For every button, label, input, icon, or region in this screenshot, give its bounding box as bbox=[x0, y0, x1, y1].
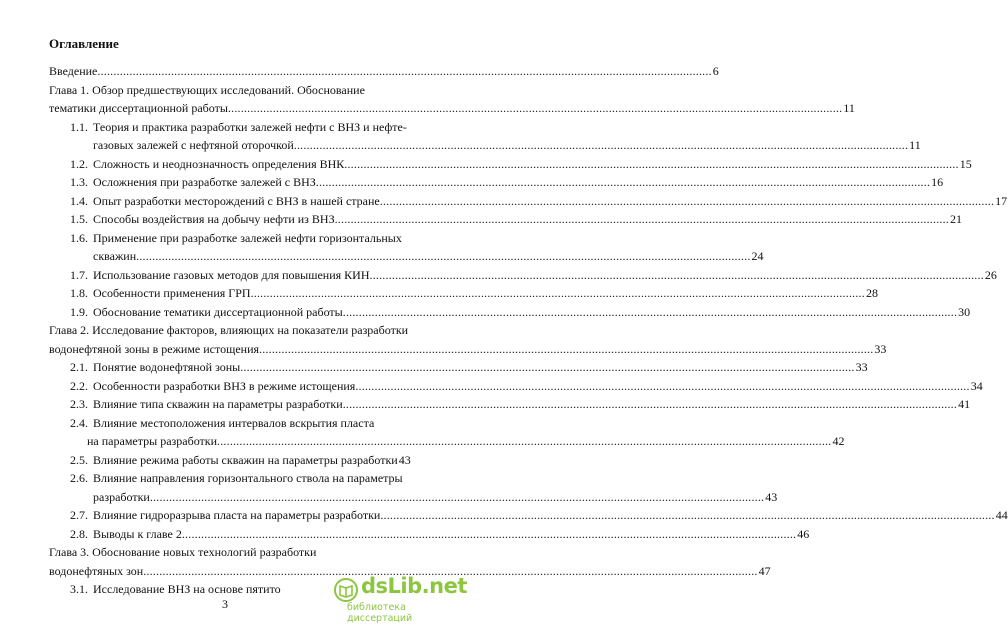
toc-page-number: 34 bbox=[970, 379, 983, 393]
toc-entry-title: Влияние типа скважин на параметры разработки bbox=[93, 397, 343, 411]
toc-page-number: 30 bbox=[958, 305, 971, 319]
toc-page-number: 43 bbox=[398, 453, 411, 467]
toc-line bbox=[0, 416, 450, 431]
toc-line bbox=[0, 101, 855, 116]
toc-leader-dots bbox=[343, 397, 957, 412]
toc-line bbox=[0, 545, 450, 560]
toc-page-number: 42 bbox=[832, 434, 845, 448]
toc-leader-dots bbox=[370, 268, 984, 283]
toc-line bbox=[0, 527, 810, 542]
toc-page-number: 47 bbox=[758, 564, 771, 578]
toc-leader-dots bbox=[97, 64, 711, 79]
toc-leader-dots bbox=[251, 286, 865, 301]
toc-section-number: 2.1. bbox=[70, 360, 88, 374]
toc-line bbox=[0, 175, 944, 190]
toc-entry-title: Особенности разработки ВНЗ в режиме истощения bbox=[93, 379, 356, 393]
toc-section-number: 2.4. bbox=[70, 416, 88, 430]
toc-section-number: 2.7. bbox=[70, 508, 88, 522]
toc-page-number: 6 bbox=[712, 64, 719, 78]
toc-line bbox=[0, 83, 450, 98]
toc-entry-title: Способы воздействия на добычу нефти из ВНЗ bbox=[93, 212, 335, 226]
toc-line bbox=[0, 212, 962, 227]
toc-leader-dots bbox=[380, 194, 994, 209]
toc-line bbox=[0, 305, 971, 320]
watermark-subtitle: библиотека диссертаций bbox=[347, 602, 413, 624]
toc-line bbox=[0, 64, 719, 79]
toc-line bbox=[0, 379, 983, 394]
toc-entry-title: газовых залежей с нефтяной оторочкой bbox=[93, 138, 294, 152]
toc-line bbox=[0, 120, 450, 135]
toc-entry-title: Влияние направления горизонтального ствола на параметры bbox=[93, 471, 403, 485]
toc-leader-dots bbox=[150, 490, 764, 505]
toc-line bbox=[0, 231, 450, 246]
toc-page-number: 24 bbox=[751, 249, 764, 263]
toc-entry-title: Глава 2. Исследование факторов, влияющих на показатели разработки bbox=[49, 323, 409, 337]
toc-line bbox=[0, 453, 450, 468]
toc-line bbox=[0, 286, 878, 301]
toc-leader-dots bbox=[228, 101, 842, 116]
toc-entry-title: Осложнения при разработке залежей с ВНЗ bbox=[93, 175, 316, 189]
toc-leader-dots bbox=[355, 379, 969, 394]
toc-entry-title: Понятие водонефтяной зоны bbox=[93, 360, 241, 374]
watermark bbox=[334, 572, 467, 624]
toc-section-number: 1.7. bbox=[70, 268, 88, 282]
toc-leader-dots bbox=[259, 342, 873, 357]
watermark-brand: dsLib.net bbox=[361, 574, 467, 598]
toc-entry-title: скважин bbox=[93, 249, 137, 263]
toc-entry-title: тематики диссертационной работы bbox=[49, 101, 228, 115]
toc-page-number: 11 bbox=[843, 101, 855, 115]
toc-entry-title: Сложность и неоднозначность определения ВНК bbox=[93, 157, 345, 171]
toc-entry-title: Применение при разработке залежей нефти горизонтальных bbox=[93, 231, 402, 245]
toc-section-number: 2.2. bbox=[70, 379, 88, 393]
toc-entry-title: Влияние местоположения интервалов вскрытия пласта bbox=[93, 416, 375, 430]
toc-page-number: 33 bbox=[855, 360, 868, 374]
toc-page-number: 15 bbox=[959, 157, 972, 171]
page-number: 3 bbox=[222, 597, 228, 611]
toc-line bbox=[0, 138, 921, 153]
toc-leader-dots bbox=[240, 360, 854, 375]
toc-page-number: 33 bbox=[874, 342, 887, 356]
page-title: Оглавление bbox=[49, 36, 119, 51]
toc-leader-dots bbox=[380, 508, 994, 523]
toc-leader-dots bbox=[136, 249, 750, 264]
toc-entry-title: Опыт разработки месторождений с ВНЗ в нашей стране bbox=[93, 194, 380, 208]
toc-entry-title: Введение bbox=[49, 64, 98, 78]
toc-entry-title: Влияние гидроразрыва пласта на параметры разработки bbox=[93, 508, 381, 522]
toc-entry-title: водонефтяных зон bbox=[49, 564, 144, 578]
toc-leader-dots bbox=[316, 175, 930, 190]
toc-section-number: 1.8. bbox=[70, 286, 88, 300]
toc-leader-dots bbox=[343, 305, 957, 320]
toc-line bbox=[0, 360, 868, 375]
toc-leader-dots bbox=[294, 138, 908, 153]
toc-section-number: 2.6. bbox=[70, 471, 88, 485]
toc-line bbox=[0, 490, 778, 505]
toc-entry-title: Исследование ВНЗ на основе пятито bbox=[93, 582, 281, 596]
toc-entry-title: Обоснование тематики диссертационной работы bbox=[93, 305, 343, 319]
toc-page-number: 46 bbox=[797, 527, 810, 541]
toc-page-number: 16 bbox=[931, 175, 944, 189]
toc-line bbox=[0, 471, 450, 486]
toc-section-number: 2.8. bbox=[70, 527, 88, 541]
toc-entry-title: Теория и практика разработки залежей нефти с ВНЗ и нефте- bbox=[93, 120, 407, 134]
toc-line bbox=[0, 194, 1008, 209]
toc-page-number: 41 bbox=[958, 397, 971, 411]
toc-line bbox=[0, 249, 764, 264]
toc-entry-title: Особенности применения ГРП bbox=[93, 286, 251, 300]
toc-line bbox=[0, 268, 997, 283]
toc-line bbox=[0, 157, 972, 172]
toc-section-number: 1.6. bbox=[70, 231, 88, 245]
toc-entry-title: Глава 3. Обоснование новых технологий разработки bbox=[49, 545, 317, 559]
toc-leader-dots bbox=[182, 527, 796, 542]
toc-section-number: 1.3. bbox=[70, 175, 88, 189]
toc-page-number: 43 bbox=[765, 490, 778, 504]
toc-line bbox=[0, 508, 1008, 523]
toc-entry-title: Глава 1. Обзор предшествующих исследований. Обоснование bbox=[49, 83, 365, 97]
toc-entry-title: на параметры разработки bbox=[87, 434, 218, 448]
toc-line bbox=[0, 342, 887, 357]
toc-entry-title: Выводы к главе 2 bbox=[93, 527, 182, 541]
book-icon bbox=[334, 578, 358, 602]
toc-page-number: 44 bbox=[995, 508, 1008, 522]
toc-section-number: 1.4. bbox=[70, 194, 88, 208]
toc-section-number: 1.9. bbox=[70, 305, 88, 319]
toc-leader-dots bbox=[335, 212, 949, 227]
toc-page-number: 11 bbox=[909, 138, 921, 152]
toc-entry-title: разработки bbox=[93, 490, 150, 504]
toc-page-number: 21 bbox=[950, 212, 962, 226]
toc-page-number: 26 bbox=[984, 268, 997, 282]
toc-section-number: 1.2. bbox=[70, 157, 88, 171]
toc-entry-title: водонефтяной зоны в режиме истощения bbox=[49, 342, 260, 356]
toc-entry-title: Влияние режима работы скважин на параметры разработки bbox=[93, 453, 398, 467]
toc-page-number: 28 bbox=[865, 286, 878, 300]
toc-section-number: 1.5. bbox=[70, 212, 88, 226]
toc-leader-dots bbox=[344, 157, 958, 172]
toc-section-number: 2.5. bbox=[70, 453, 88, 467]
toc-line bbox=[0, 397, 971, 412]
toc-page-number: 17 bbox=[995, 194, 1008, 208]
toc-leader-dots bbox=[217, 434, 831, 449]
toc-line bbox=[0, 323, 450, 338]
toc-line bbox=[0, 434, 845, 449]
toc-section-number: 2.3. bbox=[70, 397, 88, 411]
toc-section-number: 3.1. bbox=[70, 582, 88, 596]
toc-entry-title: Использование газовых методов для повышения КИН bbox=[93, 268, 370, 282]
toc-section-number: 1.1. bbox=[70, 120, 88, 134]
